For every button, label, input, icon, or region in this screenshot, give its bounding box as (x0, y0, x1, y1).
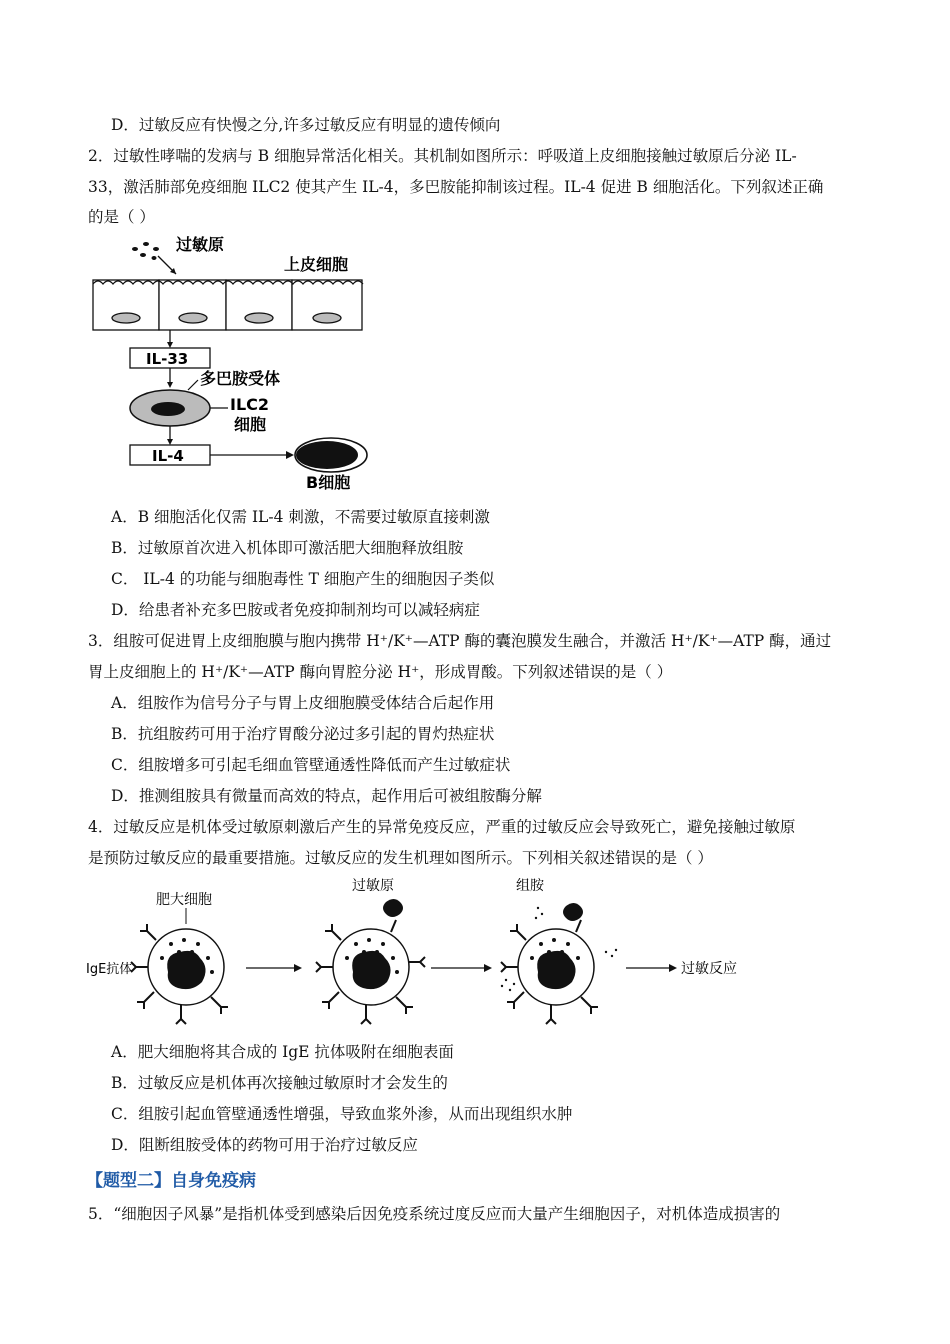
mast-cell-3 (501, 903, 617, 1024)
ige-antibody-label: IgE抗体 (86, 962, 133, 977)
q2-option-d: D．给患者补充多巴胺或者免疫抑制剂均可以减轻病症 (111, 601, 480, 619)
mast-cell-2 (316, 899, 425, 1024)
q2-stem-line-2: 33，激活肺部免疫细胞 ILC2 使其产生 IL-4，多巴胺能抑制该过程。IL-4 促进 B 细胞活化。下列叙述正确 (88, 178, 824, 196)
q3-stem-line-1: 3．组胺可促进胃上皮细胞膜与胞内携带 H⁺/K⁺—ATP 酶的囊泡膜发生融合，并激活 H⁺/K⁺—ATP 酶，通过 (88, 632, 832, 650)
q2-stem-line-1: 2．过敏性哮喘的发病与 B 细胞异常活化相关。其机制如图所示：呼吸道上皮细胞接触过敏原后分泌 IL- (88, 147, 797, 165)
mast-cell-1 (131, 924, 228, 1024)
epithelial-cell-layer (93, 280, 363, 330)
q4-option-b: B．过敏反应是机体再次接触过敏原时才会发生的 (111, 1074, 448, 1092)
allergen-particles (132, 242, 159, 260)
q4-option-d: D．阻断组胺受体的药物可用于治疗过敏反应 (111, 1136, 418, 1154)
q2-stem-line-3: 的是（ ） (88, 208, 155, 226)
q2-mechanism-figure (88, 232, 398, 494)
q2-option-a: A．B 细胞活化仅需 IL-4 刺激，不需要过敏原直接刺激 (111, 508, 490, 526)
q4-mechanism-figure (86, 872, 786, 1032)
il33-label: IL-33 (146, 350, 189, 368)
q2-option-c: C． IL-4 的功能与细胞毒性 T 细胞产生的细胞因子类似 (111, 570, 495, 588)
il4-label: IL-4 (152, 447, 184, 465)
q2-option-b: B．过敏原首次进入机体即可激活肥大细胞释放组胺 (111, 539, 464, 557)
q4-stem-line-2: 是预防过敏反应的最重要措施。过敏反应的发生机理如图所示。下列相关叙述错误的是（ ） (88, 849, 713, 867)
q3-option-a: A．组胺作为信号分子与胃上皮细胞膜受体结合后起作用 (111, 694, 495, 712)
q1-option-d: D．过敏反应有快慢之分,许多过敏反应有明显的遗传倾向 (111, 116, 501, 134)
q3-option-b: B．抗组胺药可用于治疗胃酸分泌过多引起的胃灼热症状 (111, 725, 495, 743)
allergen-label: 过敏原 (176, 235, 225, 254)
b-cell-label: B细胞 (306, 473, 351, 492)
dopamine-receptor-label: 多巴胺受体 (200, 369, 281, 388)
q4-option-c: C．组胺引起血管壁通透性增强，导致血浆外渗，从而出现组织水肿 (111, 1105, 573, 1123)
q4-stem-line-1: 4．过敏反应是机体受过敏原刺激后产生的异常免疫反应，严重的过敏反应会导致死亡，避免接触过敏原 (88, 818, 796, 836)
section-heading: 【题型二】自身免疫病 (86, 1171, 256, 1191)
q3-stem-line-2: 胃上皮细胞上的 H⁺/K⁺—ATP 酶向胃腔分泌 H⁺，形成胃酸。下列叙述错误的是（ ） (88, 663, 673, 681)
q4-option-a: A．肥大细胞将其合成的 IgE 抗体吸附在细胞表面 (111, 1043, 454, 1061)
ilc2-label-line-1: ILC2 (230, 395, 270, 414)
ilc2-label-line-2: 细胞 (234, 415, 267, 434)
mast-cell-label: 肥大细胞 (156, 892, 212, 908)
epithelial-label: 上皮细胞 (284, 255, 349, 274)
allergic-reaction-label: 过敏反应 (681, 961, 737, 977)
q5-stem-line-1: 5．“细胞因子风暴”是指机体受到感染后因免疫系统过度反应而大量产生细胞因子，对机体造成损害的 (88, 1205, 781, 1223)
histamine-label: 组胺 (516, 878, 544, 894)
q3-option-c: C．组胺增多可引起毛细血管壁通透性降低而产生过敏症状 (111, 756, 511, 774)
q3-option-d: D．推测组胺具有微量而高效的特点，起作用后可被组胺酶分解 (111, 787, 542, 805)
allergen-label-q4: 过敏原 (352, 878, 394, 894)
